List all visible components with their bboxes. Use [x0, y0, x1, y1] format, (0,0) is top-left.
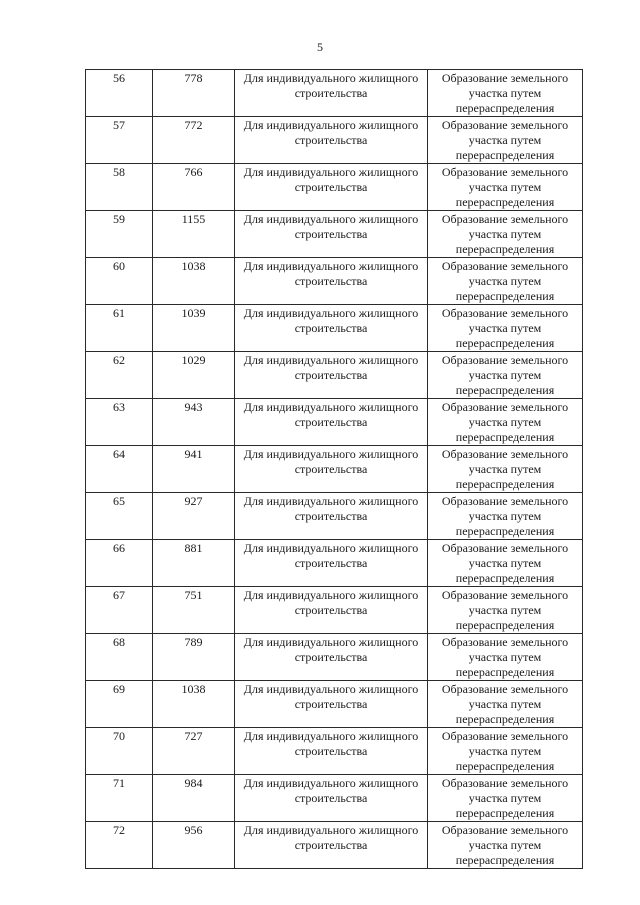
- area-cell: [153, 211, 235, 258]
- area-cell: [153, 305, 235, 352]
- formation-method-cell-text: Образование земельного участка путем перераспределения: [441, 165, 569, 209]
- land-parcel-table: [85, 69, 583, 869]
- table-row: [86, 211, 583, 258]
- area-cell-text: 881: [184, 541, 203, 555]
- area-cell-text: 956: [184, 823, 203, 837]
- row-number-cell-text: 56: [113, 71, 125, 85]
- area-cell: [153, 775, 235, 822]
- formation-method-cell: [428, 211, 583, 258]
- row-number-cell: [86, 117, 153, 164]
- row-number-cell-text: 72: [113, 823, 125, 837]
- permitted-use-cell: [235, 164, 428, 211]
- row-number-cell: [86, 681, 153, 728]
- area-cell: [153, 681, 235, 728]
- area-cell-text: 789: [184, 635, 203, 649]
- area-cell-text: 1039: [181, 306, 206, 320]
- table-row: [86, 305, 583, 352]
- permitted-use-cell-text: Для индивидуального жилищного строительства: [243, 400, 419, 429]
- table-row: [86, 587, 583, 634]
- formation-method-cell-text: Образование земельного участка путем перераспределения: [441, 212, 569, 256]
- area-cell: [153, 634, 235, 681]
- permitted-use-cell-text: Для индивидуального жилищного строительства: [243, 306, 419, 335]
- permitted-use-cell-text: Для индивидуального жилищного строительства: [243, 588, 419, 617]
- table-row: [86, 540, 583, 587]
- table-row: [86, 634, 583, 681]
- table-row: [86, 352, 583, 399]
- permitted-use-cell: [235, 70, 428, 117]
- row-number-cell-text: 66: [113, 541, 125, 555]
- row-number-cell-text: 70: [113, 729, 125, 743]
- area-cell: [153, 399, 235, 446]
- permitted-use-cell-text: Для индивидуального жилищного строительства: [243, 494, 419, 523]
- row-number-cell-text: 62: [113, 353, 125, 367]
- row-number-cell: [86, 70, 153, 117]
- formation-method-cell-text: Образование земельного участка путем перераспределения: [441, 494, 569, 538]
- area-cell: [153, 117, 235, 164]
- row-number-cell-text: 60: [113, 259, 125, 273]
- area-cell: [153, 540, 235, 587]
- row-number-cell-text: 64: [113, 447, 125, 461]
- permitted-use-cell-text: Для индивидуального жилищного строительства: [243, 823, 419, 852]
- row-number-cell: [86, 775, 153, 822]
- formation-method-cell: [428, 728, 583, 775]
- row-number-cell-text: 59: [113, 212, 125, 226]
- permitted-use-cell: [235, 258, 428, 305]
- table-row: [86, 117, 583, 164]
- area-cell: [153, 446, 235, 493]
- permitted-use-cell: [235, 305, 428, 352]
- area-cell: [153, 164, 235, 211]
- permitted-use-cell-text: Для индивидуального жилищного строительства: [243, 118, 419, 147]
- permitted-use-cell-text: Для индивидуального жилищного строительства: [243, 165, 419, 194]
- permitted-use-cell-text: Для индивидуального жилищного строительства: [243, 447, 419, 476]
- formation-method-cell-text: Образование земельного участка путем перераспределения: [441, 118, 569, 162]
- formation-method-cell: [428, 399, 583, 446]
- formation-method-cell-text: Образование земельного участка путем перераспределения: [441, 635, 569, 679]
- area-cell-text: 984: [184, 776, 203, 790]
- area-cell-text: 727: [184, 729, 203, 743]
- area-cell-text: 1155: [181, 212, 206, 226]
- permitted-use-cell: [235, 681, 428, 728]
- permitted-use-cell: [235, 117, 428, 164]
- area-cell: [153, 587, 235, 634]
- area-cell-text: 941: [184, 447, 203, 461]
- permitted-use-cell-text: Для индивидуального жилищного строительства: [243, 212, 419, 241]
- formation-method-cell-text: Образование земельного участка путем перераспределения: [441, 447, 569, 491]
- formation-method-cell: [428, 681, 583, 728]
- row-number-cell: [86, 728, 153, 775]
- formation-method-cell-text: Образование земельного участка путем перераспределения: [441, 353, 569, 397]
- page-number: 5: [317, 40, 323, 54]
- permitted-use-cell: [235, 446, 428, 493]
- permitted-use-cell-text: Для индивидуального жилищного строительства: [243, 541, 419, 570]
- table-row: [86, 258, 583, 305]
- row-number-cell: [86, 446, 153, 493]
- row-number-cell: [86, 822, 153, 869]
- row-number-cell: [86, 305, 153, 352]
- row-number-cell: [86, 493, 153, 540]
- land-parcel-table-body: [86, 70, 583, 869]
- formation-method-cell-text: Образование земельного участка путем перераспределения: [441, 729, 569, 773]
- table-row: [86, 775, 583, 822]
- permitted-use-cell-text: Для индивидуального жилищного строительства: [243, 635, 419, 664]
- table-row: [86, 399, 583, 446]
- permitted-use-cell-text: Для индивидуального жилищного строительства: [243, 729, 419, 758]
- row-number-cell: [86, 540, 153, 587]
- permitted-use-cell-text: Для индивидуального жилищного строительства: [243, 682, 419, 711]
- area-cell-text: 772: [184, 118, 203, 132]
- formation-method-cell-text: Образование земельного участка путем перераспределения: [441, 823, 569, 867]
- permitted-use-cell: [235, 728, 428, 775]
- formation-method-cell-text: Образование земельного участка путем перераспределения: [441, 306, 569, 350]
- permitted-use-cell-text: Для индивидуального жилищного строительства: [243, 776, 419, 805]
- permitted-use-cell: [235, 540, 428, 587]
- formation-method-cell-text: Образование земельного участка путем перераспределения: [441, 588, 569, 632]
- formation-method-cell: [428, 775, 583, 822]
- formation-method-cell: [428, 446, 583, 493]
- area-cell-text: 1038: [181, 682, 206, 696]
- permitted-use-cell: [235, 775, 428, 822]
- table-row: [86, 493, 583, 540]
- formation-method-cell-text: Образование земельного участка путем перераспределения: [441, 259, 569, 303]
- area-cell-text: 751: [184, 588, 203, 602]
- table-row: [86, 446, 583, 493]
- area-cell-text: 766: [184, 165, 203, 179]
- formation-method-cell: [428, 634, 583, 681]
- row-number-cell-text: 58: [113, 165, 125, 179]
- table-row: [86, 164, 583, 211]
- row-number-cell: [86, 211, 153, 258]
- permitted-use-cell-text: Для индивидуального жилищного строительства: [243, 259, 419, 288]
- row-number-cell-text: 61: [113, 306, 125, 320]
- formation-method-cell: [428, 493, 583, 540]
- formation-method-cell: [428, 164, 583, 211]
- table-row: [86, 822, 583, 869]
- row-number-cell-text: 67: [113, 588, 125, 602]
- formation-method-cell-text: Образование земельного участка путем перераспределения: [441, 682, 569, 726]
- permitted-use-cell: [235, 587, 428, 634]
- formation-method-cell: [428, 117, 583, 164]
- permitted-use-cell: [235, 493, 428, 540]
- formation-method-cell: [428, 352, 583, 399]
- permitted-use-cell: [235, 352, 428, 399]
- area-cell: [153, 493, 235, 540]
- area-cell: [153, 70, 235, 117]
- permitted-use-cell: [235, 211, 428, 258]
- row-number-cell: [86, 587, 153, 634]
- area-cell-text: 1038: [181, 259, 206, 273]
- row-number-cell-text: 68: [113, 635, 125, 649]
- permitted-use-cell: [235, 822, 428, 869]
- row-number-cell-text: 71: [113, 776, 125, 790]
- formation-method-cell-text: Образование земельного участка путем перераспределения: [441, 400, 569, 444]
- area-cell-text: 778: [184, 71, 203, 85]
- permitted-use-cell: [235, 399, 428, 446]
- row-number-cell-text: 65: [113, 494, 125, 508]
- area-cell-text: 1029: [181, 353, 206, 367]
- table-row: [86, 728, 583, 775]
- permitted-use-cell: [235, 634, 428, 681]
- formation-method-cell-text: Образование земельного участка путем перераспределения: [441, 71, 569, 115]
- area-cell: [153, 258, 235, 305]
- area-cell: [153, 352, 235, 399]
- table-row: [86, 681, 583, 728]
- row-number-cell: [86, 352, 153, 399]
- row-number-cell: [86, 164, 153, 211]
- formation-method-cell-text: Образование земельного участка путем перераспределения: [441, 541, 569, 585]
- formation-method-cell: [428, 822, 583, 869]
- formation-method-cell-text: Образование земельного участка путем перераспределения: [441, 776, 569, 820]
- row-number-cell-text: 63: [113, 400, 125, 414]
- formation-method-cell: [428, 258, 583, 305]
- area-cell-text: 943: [184, 400, 203, 414]
- row-number-cell: [86, 399, 153, 446]
- formation-method-cell: [428, 540, 583, 587]
- formation-method-cell: [428, 305, 583, 352]
- area-cell-text: 927: [184, 494, 203, 508]
- permitted-use-cell-text: Для индивидуального жилищного строительства: [243, 71, 419, 100]
- table-row: [86, 70, 583, 117]
- area-cell: [153, 728, 235, 775]
- area-cell: [153, 822, 235, 869]
- row-number-cell: [86, 634, 153, 681]
- row-number-cell-text: 57: [113, 118, 125, 132]
- formation-method-cell: [428, 587, 583, 634]
- row-number-cell-text: 69: [113, 682, 125, 696]
- formation-method-cell: [428, 70, 583, 117]
- row-number-cell: [86, 258, 153, 305]
- permitted-use-cell-text: Для индивидуального жилищного строительства: [243, 353, 419, 382]
